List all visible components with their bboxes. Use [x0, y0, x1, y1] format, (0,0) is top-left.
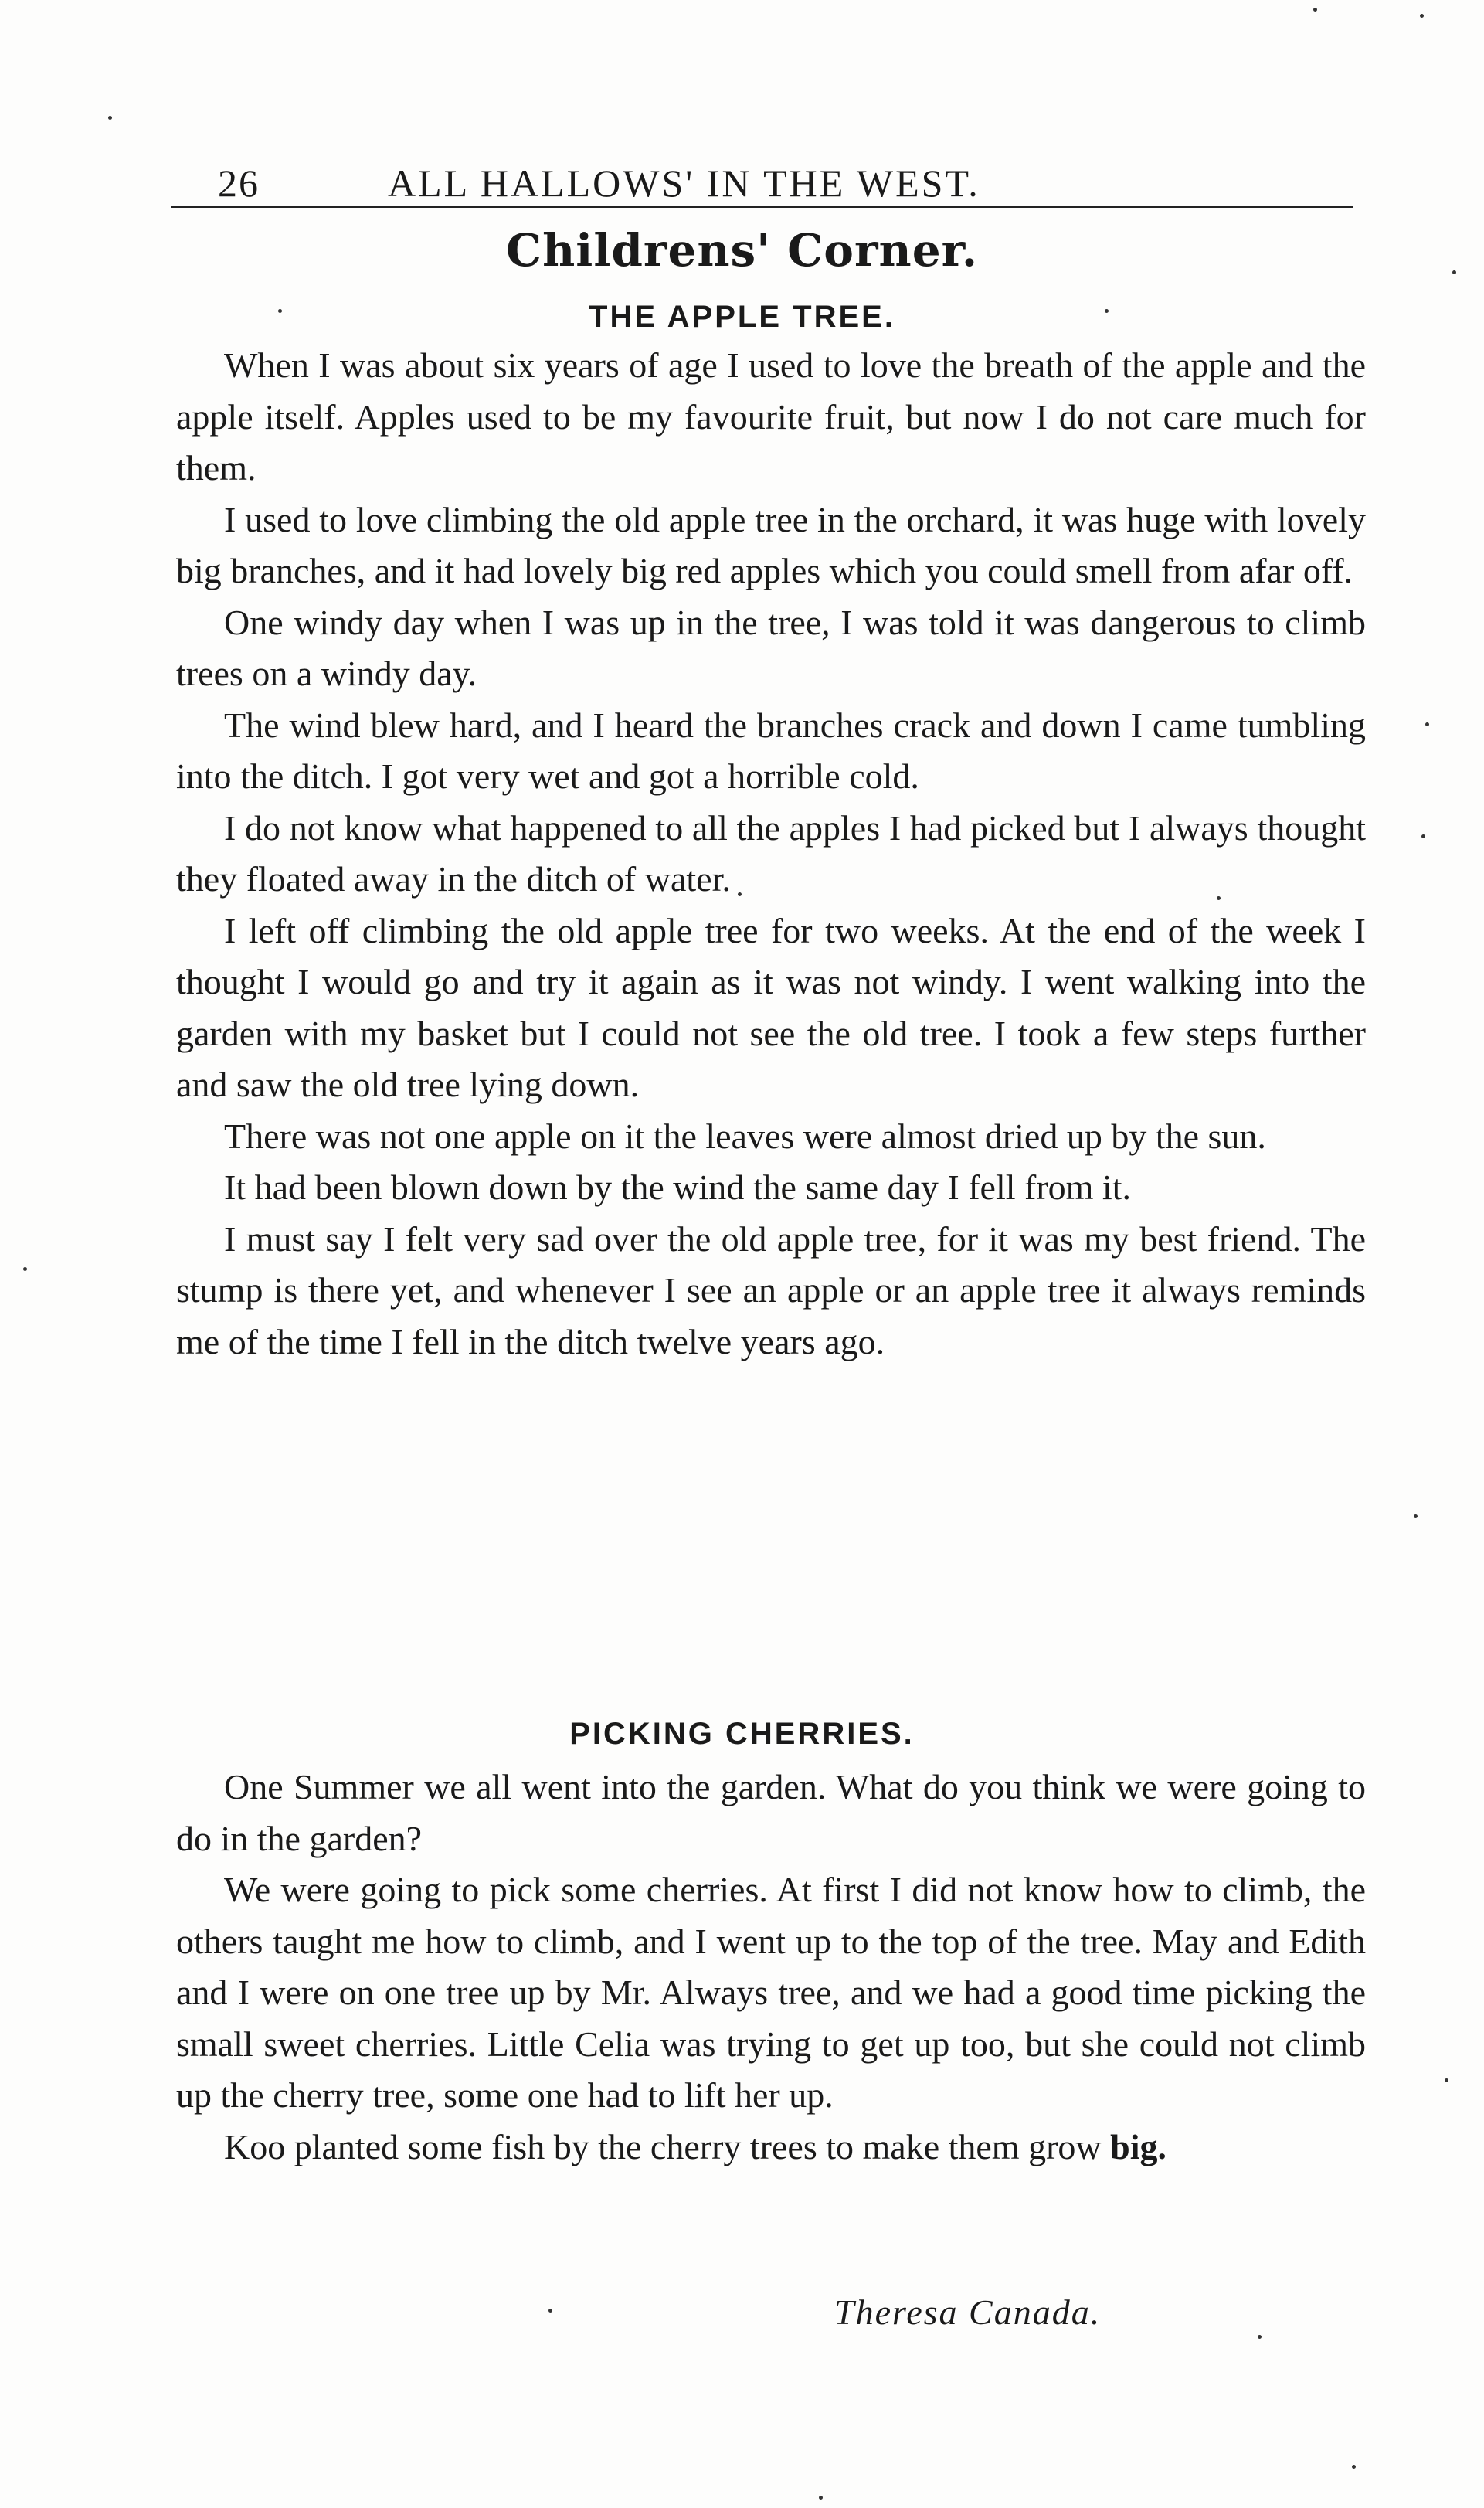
print-speck	[1420, 14, 1424, 18]
print-speck	[1217, 896, 1221, 900]
closing-line: Koo planted some fish by the cherry trees to make them grow	[224, 2126, 1102, 2166]
print-speck	[548, 2309, 552, 2313]
paragraph: I must say I felt very sad over the old apple tree, for it was my best friend. The stump is there yet, and whenever I see an apple or an apple tree it always reminds me of the time I fell in the ditch twelve years ago.	[176, 1218, 1366, 1361]
print-speck	[1452, 270, 1456, 274]
paragraph: One Summer we all went into the garden. What do you think we were going to do in the garden?	[176, 1767, 1366, 1858]
paragraph: The wind blew hard, and I heard the branches crack and down I came tumbling into the ditch. I got very wet and got a horrible cold.	[176, 705, 1366, 796]
paragraph: We were going to pick some cherries. At first I did not know how to climb, the others taught me how to climb, and I went up to the top of the tree. May and Edith and I were on one tree up by Mr. Always tree, and we had a good time picking the small sweet cherries. Little Celia was trying to get up too, but she could not climb up the cherry tree, some one had to lift her up.	[176, 1870, 1366, 2115]
closing-paragraph	[176, 2122, 1366, 2173]
story-body-apple-tree	[176, 340, 1366, 1368]
print-speck	[819, 2496, 823, 2500]
print-speck	[1105, 309, 1109, 313]
print-speck	[1313, 8, 1317, 12]
section-heading: Childrens' Corner.	[505, 224, 979, 277]
paragraph: I left off climbing the old apple tree for two weeks. At the end of the week I thought I would go and try it again as it was not windy. I went walking into the garden with my basket but I could not see the old tree. I took a few steps further and saw the old tree lying down.	[176, 910, 1366, 1104]
print-speck	[1445, 2078, 1448, 2082]
running-title: ALL HALLOWS' IN THE WEST.	[388, 161, 980, 205]
paragraph: I used to love climbing the old apple tree in the orchard, it was huge with lovely big branches, and it had lovely big red apples which you could smell from afar off.	[176, 499, 1366, 590]
story-title-picking-cherries: PICKING CHERRIES.	[569, 1717, 915, 1751]
print-speck	[1421, 834, 1425, 838]
print-speck	[738, 892, 742, 896]
print-speck	[1425, 722, 1429, 726]
print-speck	[1414, 1514, 1418, 1518]
paragraph: It had been blown down by the wind the same day I fell from it.	[224, 1167, 1131, 1207]
paragraph: I do not know what happened to all the apples I had picked but I always thought they floated away in the ditch of water.	[176, 807, 1366, 899]
story-title-apple-tree: THE APPLE TREE.	[589, 300, 895, 334]
paragraph: When I was about six years of age I used to love the breath of the apple and the apple itself. Apples used to be my favourite fruit, but now I do not care much for them.	[176, 345, 1366, 488]
running-header	[171, 161, 1353, 206]
print-speck	[278, 309, 282, 313]
story-body-picking-cherries	[176, 1762, 1366, 2173]
closing-last-word: big.	[1110, 2126, 1166, 2166]
paragraph: There was not one apple on it the leaves were almost dried up by the sun.	[224, 1116, 1266, 1156]
print-speck	[1352, 2465, 1356, 2469]
header-rule	[171, 206, 1353, 208]
print-speck	[1258, 2335, 1262, 2339]
page-number: 26	[218, 161, 260, 205]
paragraph: One windy day when I was up in the tree, I was told it was dangerous to climb trees on a windy day.	[176, 602, 1366, 693]
author-signature: Theresa Canada.	[834, 2292, 1102, 2332]
print-speck	[23, 1267, 27, 1271]
print-speck	[108, 116, 112, 120]
